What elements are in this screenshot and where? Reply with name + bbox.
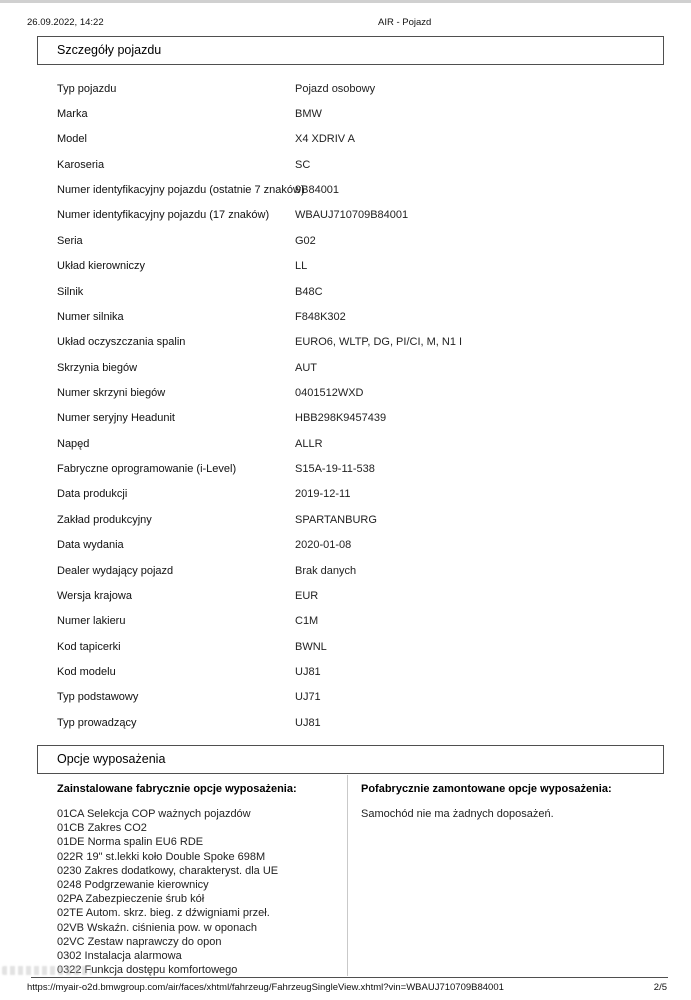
print-footer xyxy=(27,982,667,995)
table-row xyxy=(57,685,664,710)
table-row xyxy=(57,406,664,431)
detail-label: Model xyxy=(57,133,87,146)
aftermarket-equipment-column xyxy=(361,783,661,821)
detail-value: SPARTANBURG xyxy=(295,513,377,526)
detail-label: Układ oczyszczania spalin xyxy=(57,336,186,349)
column-divider xyxy=(347,775,348,976)
detail-label: Data wydania xyxy=(57,539,124,552)
detail-value: LL xyxy=(295,260,308,273)
detail-value: ALLR xyxy=(295,437,323,450)
detail-label: Karoseria xyxy=(57,158,105,171)
equipment-item: 01DE Norma spalin EU6 RDE xyxy=(57,836,204,849)
table-row xyxy=(57,152,664,177)
detail-label: Typ podstawowy xyxy=(57,691,139,704)
detail-value: C1M xyxy=(295,615,319,628)
page-number: 2/5 xyxy=(653,982,667,993)
detail-label: Wersja krajowa xyxy=(57,589,132,602)
table-row xyxy=(57,431,664,456)
detail-label: Kod modelu xyxy=(57,665,116,678)
equipment-item: 0302 Instalacja alarmowa xyxy=(57,950,182,963)
table-row xyxy=(57,609,664,634)
detail-label: Data produkcji xyxy=(57,488,128,501)
detail-label: Numer lakieru xyxy=(57,615,126,628)
detail-label: Marka xyxy=(57,108,88,121)
equipment-item: 02VB Wskaźn. ciśnienia pow. w oponach xyxy=(57,921,257,934)
aftermarket-equipment-header: Pofabrycznie zamontowane opcje wyposażenia: xyxy=(361,783,612,795)
detail-value: HBB298K9457439 xyxy=(295,412,387,425)
detail-value: UJ81 xyxy=(295,665,321,678)
document-title: AIR - Pojazd xyxy=(378,17,432,28)
equipment-heading: Opcje wyposażenia xyxy=(57,752,166,766)
detail-label: Fabryczne oprogramowanie (i-Level) xyxy=(57,463,237,476)
footer-rule xyxy=(31,977,668,978)
equipment-item: 0248 Podgrzewanie kierownicy xyxy=(57,879,209,892)
vehicle-details-heading-box xyxy=(37,36,664,65)
table-row xyxy=(57,659,664,684)
equipment-item: 02PA Zabezpieczenie śrub kół xyxy=(57,893,205,906)
detail-label: Zakład produkcyjny xyxy=(57,513,152,526)
detail-value: S15A-19-11-538 xyxy=(295,463,375,476)
detail-label: Numer identyfikacyjny pojazdu (17 znaków) xyxy=(57,209,270,222)
detail-value: Brak danych xyxy=(295,564,357,577)
table-row xyxy=(57,634,664,659)
detail-value: 2020-01-08 xyxy=(295,539,352,552)
detail-label: Seria xyxy=(57,234,83,247)
table-row xyxy=(57,710,664,735)
detail-label: Typ prowadzący xyxy=(57,716,137,729)
detail-label: Numer seryjny Headunit xyxy=(57,412,175,425)
table-row xyxy=(57,532,664,557)
detail-value: BMW xyxy=(295,108,322,121)
equipment-item: 01CA Selekcja COP ważnych pojazdów xyxy=(57,808,251,820)
detail-value: BWNL xyxy=(295,640,327,653)
table-row xyxy=(57,203,664,228)
footer-url: https://myair-o2d.bmwgroup.com/air/faces/xhtml/fahrzeug/FahrzeugSingleView.xhtml?vin=WBAUJ710709B84001 xyxy=(27,982,504,993)
equipment-item: 0322 Funkcja dostępu komfortowego xyxy=(57,964,238,977)
detail-label: Numer skrzyni biegów xyxy=(57,386,166,399)
table-row xyxy=(57,228,664,253)
table-row xyxy=(57,177,664,202)
detail-label: Silnik xyxy=(57,285,84,298)
table-row xyxy=(57,456,664,481)
equipment-item: 02TE Autom. skrz. bieg. z dźwigniami przeł. xyxy=(57,907,270,920)
equipment-item: 02VC Zestaw naprawczy do opon xyxy=(57,935,222,948)
detail-label: Dealer wydający pojazd xyxy=(57,564,174,577)
detail-value: UJ71 xyxy=(295,691,321,704)
detail-value: UJ81 xyxy=(295,716,321,729)
equipment-item: 0230 Zakres dodatkowy, charakteryst. dla UE xyxy=(57,864,279,877)
vehicle-details-heading: Szczegóły pojazdu xyxy=(57,43,162,57)
table-row xyxy=(57,279,664,304)
detail-label: Numer silnika xyxy=(57,310,124,323)
detail-value: X4 XDRIV A xyxy=(295,133,355,146)
equipment-item: 01CB Zakres CO2 xyxy=(57,822,147,835)
table-row xyxy=(57,254,664,279)
detail-value: EUR xyxy=(295,589,319,602)
detail-value: EURO6, WLTP, DG, PI/CI, M, N1 I xyxy=(295,336,463,349)
detail-label: Układ kierowniczy xyxy=(57,260,146,273)
detail-value: 2019-12-11 xyxy=(295,488,351,501)
detail-label: Kod tapicerki xyxy=(57,640,121,653)
detail-value: SC xyxy=(295,158,311,171)
detail-value: 0401512WXD xyxy=(295,386,364,399)
table-row xyxy=(57,583,664,608)
table-row xyxy=(57,330,664,355)
page-top-edge xyxy=(0,0,691,3)
table-row xyxy=(57,507,664,532)
detail-value: AUT xyxy=(295,361,317,374)
detail-label: Numer identyfikacyjny pojazdu (ostatnie 7 znaków) xyxy=(57,184,305,197)
table-row xyxy=(57,380,664,405)
table-row xyxy=(57,127,664,152)
detail-label: Napęd xyxy=(57,437,90,450)
factory-equipment-column xyxy=(57,783,342,977)
table-row xyxy=(57,76,664,101)
table-row xyxy=(57,558,664,583)
detail-label: Skrzynia biegów xyxy=(57,361,138,374)
print-header xyxy=(27,17,664,31)
detail-value: WBAUJ710709B84001 xyxy=(295,209,409,222)
factory-equipment-list xyxy=(57,807,342,977)
detail-value: F848K302 xyxy=(295,310,346,323)
detail-label: Typ pojazdu xyxy=(57,82,117,95)
detail-value: B48C xyxy=(295,285,323,298)
detail-value: Pojazd osobowy xyxy=(295,82,376,95)
factory-equipment-header: Zainstalowane fabrycznie opcje wyposażenia: xyxy=(57,783,297,795)
equipment-item: 022R 19" st.lekki koło Double Spoke 698M xyxy=(57,850,266,863)
aftermarket-equipment-empty-text: Samochód nie ma żadnych doposażeń. xyxy=(361,808,554,820)
table-row xyxy=(57,101,664,126)
detail-value: 9B84001 xyxy=(295,184,340,197)
vehicle-details-table xyxy=(57,76,664,735)
detail-value: G02 xyxy=(295,234,316,247)
equipment-heading-box xyxy=(37,745,664,774)
watermark xyxy=(2,966,92,975)
table-row xyxy=(57,355,664,380)
print-timestamp: 26.09.2022, 14:22 xyxy=(27,17,104,28)
table-row xyxy=(57,304,664,329)
table-row xyxy=(57,482,664,507)
